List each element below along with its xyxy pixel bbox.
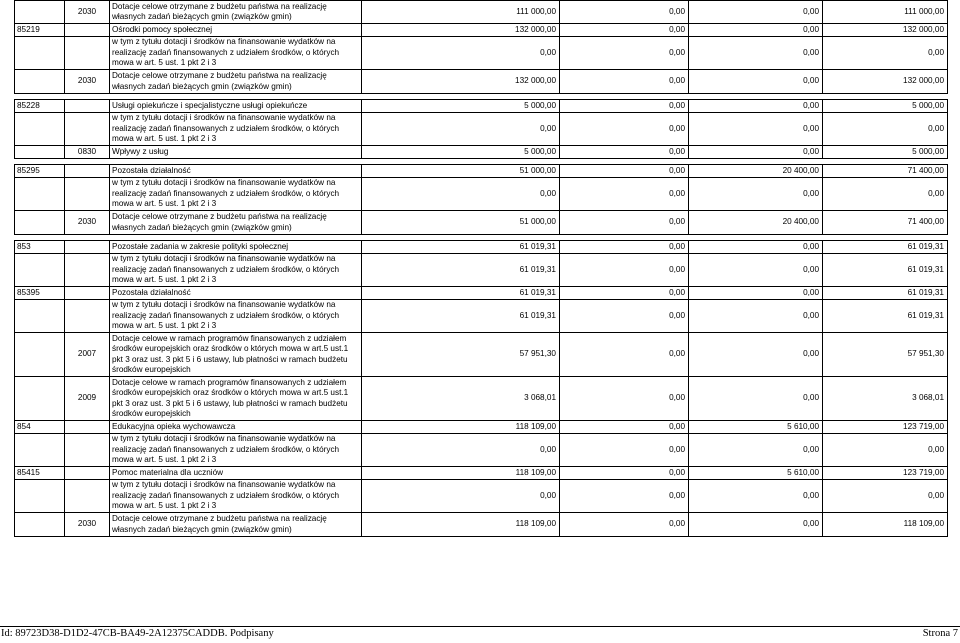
- after-change-amount: 3 068,01: [823, 377, 948, 421]
- detail-row: [15, 178, 948, 211]
- paragraph-code: 0830: [65, 146, 110, 159]
- increase-amount: 20 400,00: [689, 165, 823, 178]
- after-change-amount: 0,00: [823, 113, 948, 146]
- section-code: [15, 254, 65, 287]
- after-change-amount: 5 000,00: [823, 100, 948, 113]
- decrease-amount: 0,00: [560, 377, 689, 421]
- detail-row: [15, 377, 948, 421]
- section-row: [15, 165, 948, 178]
- item-description: w tym z tytułu dotacji i środków na finansowanie wydatków na realizację zadań finansowanych z udziałem środków, o których mowa w art. 5 ust. 1 pkt 2 i 3: [110, 37, 362, 70]
- increase-amount: 0,00: [689, 333, 823, 377]
- after-change-amount: 132 000,00: [823, 70, 948, 94]
- increase-amount: 0,00: [689, 37, 823, 70]
- increase-amount: 0,00: [689, 513, 823, 537]
- decrease-amount: 0,00: [560, 24, 689, 37]
- detail-row: [15, 146, 948, 159]
- detail-row: [15, 1, 948, 24]
- section-code: 85295: [15, 165, 65, 178]
- planned-amount: 5 000,00: [362, 100, 560, 113]
- planned-amount: 0,00: [362, 113, 560, 146]
- planned-amount: 132 000,00: [362, 70, 560, 94]
- item-description: w tym z tytułu dotacji i środków na finansowanie wydatków na realizację zadań finansowanych z udziałem środków, o których mowa w art. 5 ust. 1 pkt 2 i 3: [110, 300, 362, 333]
- section-row: [15, 24, 948, 37]
- paragraph-code: [65, 113, 110, 146]
- item-description: Edukacyjna opieka wychowawcza: [110, 421, 362, 434]
- after-change-amount: 71 400,00: [823, 211, 948, 235]
- paragraph-code: [65, 254, 110, 287]
- increase-amount: 0,00: [689, 1, 823, 24]
- paragraph-code: 2030: [65, 70, 110, 94]
- paragraph-code: [65, 165, 110, 178]
- paragraph-code: 2007: [65, 333, 110, 377]
- paragraph-code: [65, 241, 110, 254]
- after-change-amount: 0,00: [823, 37, 948, 70]
- decrease-amount: 0,00: [560, 37, 689, 70]
- section-row: [15, 467, 948, 480]
- section-code: [15, 146, 65, 159]
- section-code: [15, 1, 65, 24]
- planned-amount: 0,00: [362, 178, 560, 211]
- planned-amount: 61 019,31: [362, 254, 560, 287]
- paragraph-code: 2030: [65, 211, 110, 235]
- section-row: [15, 100, 948, 113]
- increase-amount: 0,00: [689, 24, 823, 37]
- after-change-amount: 57 951,30: [823, 333, 948, 377]
- increase-amount: 5 610,00: [689, 421, 823, 434]
- planned-amount: 61 019,31: [362, 300, 560, 333]
- item-description: w tym z tytułu dotacji i środków na finansowanie wydatków na realizację zadań finansowanych z udziałem środków, o których mowa w art. 5 ust. 1 pkt 2 i 3: [110, 113, 362, 146]
- paragraph-code: 2009: [65, 377, 110, 421]
- planned-amount: 118 109,00: [362, 421, 560, 434]
- planned-amount: 5 000,00: [362, 146, 560, 159]
- paragraph-code: [65, 178, 110, 211]
- planned-amount: 118 109,00: [362, 513, 560, 537]
- item-description: w tym z tytułu dotacji i środków na finansowanie wydatków na realizację zadań finansowanych z udziałem środków, o których mowa w art. 5 ust. 1 pkt 2 i 3: [110, 178, 362, 211]
- paragraph-code: [65, 24, 110, 37]
- item-description: w tym z tytułu dotacji i środków na finansowanie wydatków na realizację zadań finansowanych z udziałem środków, o których mowa w art. 5 ust. 1 pkt 2 i 3: [110, 480, 362, 513]
- section-row: [15, 421, 948, 434]
- increase-amount: 0,00: [689, 241, 823, 254]
- item-description: Dotacje celowe otrzymane z budżetu państwa na realizację własnych zadań bieżących gmin (związków gmin): [110, 70, 362, 94]
- decrease-amount: 0,00: [560, 254, 689, 287]
- detail-row: [15, 113, 948, 146]
- item-description: Pomoc materialna dla uczniów: [110, 467, 362, 480]
- increase-amount: 5 610,00: [689, 467, 823, 480]
- decrease-amount: 0,00: [560, 146, 689, 159]
- decrease-amount: 0,00: [560, 421, 689, 434]
- item-description: Pozostałe zadania w zakresie polityki społecznej: [110, 241, 362, 254]
- decrease-amount: 0,00: [560, 480, 689, 513]
- section-code: 85415: [15, 467, 65, 480]
- planned-amount: 132 000,00: [362, 24, 560, 37]
- paragraph-code: 2030: [65, 513, 110, 537]
- planned-amount: 0,00: [362, 37, 560, 70]
- after-change-amount: 132 000,00: [823, 24, 948, 37]
- section-code: [15, 333, 65, 377]
- section-code: 85219: [15, 24, 65, 37]
- item-description: Wpływy z usług: [110, 146, 362, 159]
- detail-row: [15, 333, 948, 377]
- document-id: Id: 89723D38-D1D2-47CB-BA49-2A12375CADDB. Podpisany: [1, 628, 274, 639]
- section-row: [15, 241, 948, 254]
- item-description: w tym z tytułu dotacji i środków na finansowanie wydatków na realizację zadań finansowanych z udziałem środków, o których mowa w art. 5 ust. 1 pkt 2 i 3: [110, 254, 362, 287]
- detail-row: [15, 300, 948, 333]
- decrease-amount: 0,00: [560, 165, 689, 178]
- section-code: [15, 434, 65, 467]
- detail-row: [15, 211, 948, 235]
- increase-amount: 0,00: [689, 254, 823, 287]
- after-change-amount: 61 019,31: [823, 287, 948, 300]
- paragraph-code: 2030: [65, 1, 110, 24]
- planned-amount: 3 068,01: [362, 377, 560, 421]
- decrease-amount: 0,00: [560, 287, 689, 300]
- increase-amount: 0,00: [689, 434, 823, 467]
- paragraph-code: [65, 480, 110, 513]
- paragraph-code: [65, 100, 110, 113]
- after-change-amount: 123 719,00: [823, 467, 948, 480]
- decrease-amount: 0,00: [560, 513, 689, 537]
- after-change-amount: 5 000,00: [823, 146, 948, 159]
- decrease-amount: 0,00: [560, 300, 689, 333]
- item-description: w tym z tytułu dotacji i środków na finansowanie wydatków na realizację zadań finansowanych z udziałem środków, o których mowa w art. 5 ust. 1 pkt 2 i 3: [110, 434, 362, 467]
- section-code: 854: [15, 421, 65, 434]
- section-code: [15, 480, 65, 513]
- detail-row: [15, 37, 948, 70]
- paragraph-code: [65, 434, 110, 467]
- increase-amount: 0,00: [689, 100, 823, 113]
- section-code: [15, 178, 65, 211]
- after-change-amount: 71 400,00: [823, 165, 948, 178]
- paragraph-code: [65, 421, 110, 434]
- planned-amount: 61 019,31: [362, 241, 560, 254]
- section-row: [15, 287, 948, 300]
- after-change-amount: 0,00: [823, 480, 948, 513]
- detail-row: [15, 254, 948, 287]
- planned-amount: 111 000,00: [362, 1, 560, 24]
- paragraph-code: [65, 287, 110, 300]
- item-description: Dotacje celowe otrzymane z budżetu państwa na realizację własnych zadań bieżących gmin (związków gmin): [110, 513, 362, 537]
- after-change-amount: 0,00: [823, 178, 948, 211]
- increase-amount: 20 400,00: [689, 211, 823, 235]
- increase-amount: 0,00: [689, 300, 823, 333]
- decrease-amount: 0,00: [560, 434, 689, 467]
- section-code: [15, 37, 65, 70]
- item-description: Usługi opiekuńcze i specjalistyczne usługi opiekuńcze: [110, 100, 362, 113]
- paragraph-code: [65, 467, 110, 480]
- item-description: Dotacje celowe otrzymane z budżetu państwa na realizację własnych zadań bieżących gmin (związków gmin): [110, 211, 362, 235]
- increase-amount: 0,00: [689, 113, 823, 146]
- decrease-amount: 0,00: [560, 211, 689, 235]
- after-change-amount: 118 109,00: [823, 513, 948, 537]
- planned-amount: 0,00: [362, 480, 560, 513]
- after-change-amount: 61 019,31: [823, 241, 948, 254]
- increase-amount: 0,00: [689, 146, 823, 159]
- increase-amount: 0,00: [689, 178, 823, 211]
- decrease-amount: 0,00: [560, 333, 689, 377]
- section-code: [15, 70, 65, 94]
- item-description: Dotacje celowe w ramach programów finansowanych z udziałem środków europejskich oraz środków o których mowa w art.5 ust.1 pkt 3 oraz ust. 3 pkt 5 i 6 ustawy, lub płatności w ramach budżetu środków europejskich: [110, 333, 362, 377]
- item-description: Dotacje celowe w ramach programów finansowanych z udziałem środków europejskich oraz środków o których mowa w art.5 ust.1 pkt 3 oraz ust. 3 pkt 5 i 6 ustawy, lub płatności w ramach budżetu środków europejskich: [110, 377, 362, 421]
- increase-amount: 0,00: [689, 70, 823, 94]
- paragraph-code: [65, 37, 110, 70]
- decrease-amount: 0,00: [560, 1, 689, 24]
- decrease-amount: 0,00: [560, 467, 689, 480]
- decrease-amount: 0,00: [560, 70, 689, 94]
- decrease-amount: 0,00: [560, 113, 689, 146]
- item-description: Pozostała działalność: [110, 287, 362, 300]
- paragraph-code: [65, 300, 110, 333]
- section-code: [15, 113, 65, 146]
- item-description: Dotacje celowe otrzymane z budżetu państwa na realizację własnych zadań bieżących gmin (związków gmin): [110, 1, 362, 24]
- planned-amount: 61 019,31: [362, 287, 560, 300]
- section-code: [15, 300, 65, 333]
- planned-amount: 118 109,00: [362, 467, 560, 480]
- detail-row: [15, 513, 948, 537]
- detail-row: [15, 434, 948, 467]
- section-code: [15, 377, 65, 421]
- increase-amount: 0,00: [689, 377, 823, 421]
- section-code: [15, 513, 65, 537]
- section-code: [15, 211, 65, 235]
- section-code: 853: [15, 241, 65, 254]
- decrease-amount: 0,00: [560, 178, 689, 211]
- increase-amount: 0,00: [689, 480, 823, 513]
- decrease-amount: 0,00: [560, 100, 689, 113]
- after-change-amount: 123 719,00: [823, 421, 948, 434]
- after-change-amount: 61 019,31: [823, 254, 948, 287]
- planned-amount: 57 951,30: [362, 333, 560, 377]
- detail-row: [15, 70, 948, 94]
- page-number: Strona 7: [922, 628, 958, 639]
- budget-table: [14, 0, 948, 537]
- after-change-amount: 111 000,00: [823, 1, 948, 24]
- planned-amount: 0,00: [362, 434, 560, 467]
- item-description: Ośrodki pomocy społecznej: [110, 24, 362, 37]
- planned-amount: 51 000,00: [362, 165, 560, 178]
- decrease-amount: 0,00: [560, 241, 689, 254]
- section-code: 85228: [15, 100, 65, 113]
- after-change-amount: 0,00: [823, 434, 948, 467]
- item-description: Pozostała działalność: [110, 165, 362, 178]
- section-code: 85395: [15, 287, 65, 300]
- planned-amount: 51 000,00: [362, 211, 560, 235]
- after-change-amount: 61 019,31: [823, 300, 948, 333]
- detail-row: [15, 480, 948, 513]
- footer-divider: [0, 626, 960, 627]
- increase-amount: 0,00: [689, 287, 823, 300]
